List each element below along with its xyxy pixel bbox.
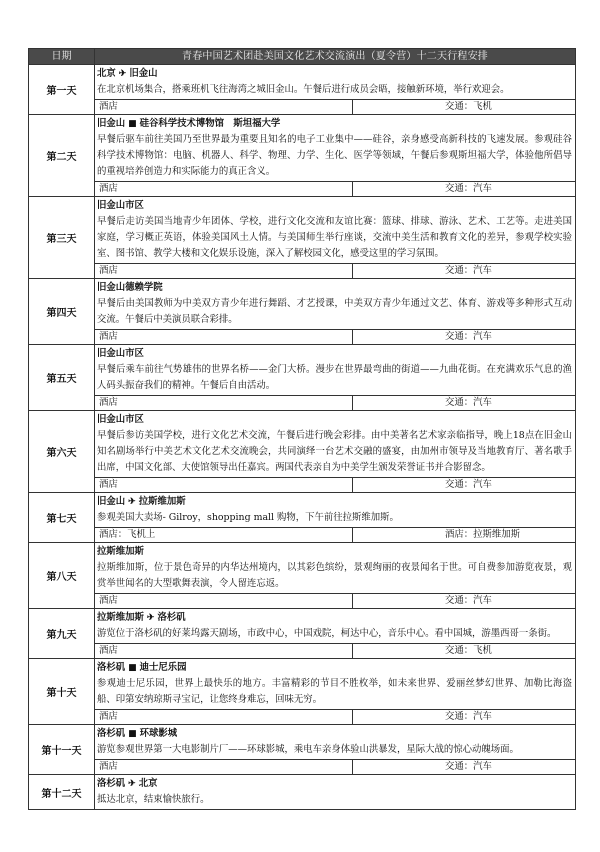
day-activity-cell bbox=[95, 411, 576, 478]
hotel-cell: 酒店 bbox=[95, 760, 353, 775]
route-place: 北京 bbox=[97, 68, 116, 79]
day-description: 参观美国大卖场- Gilroy，shopping mall 购物，下午前往拉斯维加斯。 bbox=[97, 512, 399, 523]
day-activity-cell bbox=[95, 493, 576, 528]
plane-icon: ✈ bbox=[118, 69, 127, 79]
day-label: 第四天 bbox=[29, 279, 95, 345]
day-row bbox=[29, 609, 576, 644]
plane-icon: ✈ bbox=[128, 779, 136, 789]
hotel-cell: 酒店 bbox=[95, 100, 353, 115]
route-place: 旧金山 bbox=[129, 68, 158, 79]
transport-cell: 交通：汽车 bbox=[353, 710, 576, 725]
day-description: 早餐后参访美国学校，进行文化艺术交流，午餐后进行晚会彩排。由中美著名艺术家亲临指导，晚上18点在旧金山知名剧场举行中美艺术文化艺术交流晚会，共同演绎一台艺术交融的盛宴，由加州市领导及当地教育厅、著名歌手出席，中国文化部、大使馆领导出任嘉宾。两国代表亲自为中美学生颁发荣誉证书并合影留念。 bbox=[97, 430, 572, 473]
day-logistics-row bbox=[29, 644, 576, 659]
route-place: 旧金山市区 bbox=[97, 200, 144, 211]
route-line bbox=[97, 544, 572, 560]
hotel-cell: 酒店 bbox=[95, 182, 353, 197]
day-description: 在北京机场集合，搭乘班机飞往海湾之城旧金山。午餐后进行成员会晤，接触新环境，举行欢迎会。 bbox=[97, 84, 510, 95]
day-label: 第一天 bbox=[29, 65, 95, 115]
day-label: 第六天 bbox=[29, 411, 95, 493]
route-line bbox=[97, 346, 572, 362]
route-line bbox=[97, 280, 572, 296]
hotel-cell: 酒店：飞机上 bbox=[95, 528, 353, 543]
day-logistics-row bbox=[29, 478, 576, 493]
itinerary-sheet bbox=[28, 48, 575, 810]
day-description: 早餐后驱车前往美国乃至世界最为重要且知名的电子工业集中——硅谷，亲身感受高新科技的飞速发展。参观硅谷科学技术博物馆：电脑、机器人、科学、物理、力学、生化、医学等领域，午餐后参观斯坦福大学，体验他所倡导的重视培养创造力和实际能力的真正含义。 bbox=[97, 134, 572, 177]
route-place: 旧金山 bbox=[97, 496, 126, 507]
hotel-cell: 酒店 bbox=[95, 594, 353, 609]
date-column-header: 日期 bbox=[29, 49, 95, 65]
route-place: 拉斯维加斯 bbox=[138, 496, 186, 507]
route-place: 环球影城 bbox=[139, 728, 178, 739]
route-line bbox=[97, 610, 572, 626]
day-row bbox=[29, 279, 576, 330]
day-logistics-row bbox=[29, 100, 576, 115]
route-place: 洛杉矶 bbox=[157, 612, 186, 623]
route-line bbox=[97, 726, 572, 742]
transport-cell: 交通：汽车 bbox=[353, 330, 576, 345]
day-row bbox=[29, 345, 576, 396]
route-line bbox=[97, 776, 572, 792]
route-place: 硅谷科学技术博物馆 斯坦福大学 bbox=[139, 118, 281, 129]
plane-icon: ✈ bbox=[146, 613, 155, 623]
transport-cell: 交通：飞机 bbox=[353, 100, 576, 115]
route-place: 拉斯维加斯 bbox=[97, 546, 144, 557]
transport-cell: 交通：汽车 bbox=[353, 760, 576, 775]
route-line bbox=[97, 198, 572, 214]
transport-cell: 交通：汽车 bbox=[353, 264, 576, 279]
day-description: 游览位于洛杉矶的好莱坞露天剧场，市政中心，中国戏院，柯达中心，音乐中心。看中国城，游墨西哥一条街。 bbox=[97, 628, 557, 639]
hotel-cell: 酒店 bbox=[95, 478, 353, 493]
route-line bbox=[97, 494, 572, 510]
day-description: 早餐后乘车前往气势雄伟的世界名桥——金门大桥。漫步在世界最弯曲的街道——九曲花街。在充满欢乐气息的渔人码头振奋我们的精神。午餐后自由活动。 bbox=[97, 364, 572, 391]
route-line bbox=[97, 116, 572, 132]
day-row bbox=[29, 775, 576, 810]
day-logistics-row bbox=[29, 594, 576, 609]
day-label: 第十二天 bbox=[29, 775, 95, 810]
route-place: 旧金山市区 bbox=[97, 348, 144, 359]
day-label: 第八天 bbox=[29, 543, 95, 609]
day-activity-cell bbox=[95, 775, 576, 810]
day-label: 第三天 bbox=[29, 197, 95, 279]
day-activity-cell bbox=[95, 279, 576, 330]
square-bullet-icon: ■ bbox=[128, 729, 137, 739]
day-logistics-row bbox=[29, 264, 576, 279]
square-bullet-icon: ■ bbox=[128, 119, 137, 129]
day-activity-cell bbox=[95, 725, 576, 760]
transport-cell: 交通：汽车 bbox=[353, 396, 576, 411]
day-label: 第十天 bbox=[29, 659, 95, 725]
route-place: 拉斯维加斯 bbox=[97, 612, 144, 623]
day-description: 早餐后由美国教师为中美双方青少年进行舞蹈、才艺授课，中美双方青少年通过文艺、体育、游戏等多种形式互动交流。午餐后中美演员联合彩排。 bbox=[97, 298, 572, 325]
day-activity-cell bbox=[95, 609, 576, 644]
route-place: 北京 bbox=[138, 778, 158, 789]
day-row bbox=[29, 65, 576, 100]
day-row bbox=[29, 659, 576, 710]
hotel-cell: 酒店 bbox=[95, 396, 353, 411]
day-row bbox=[29, 411, 576, 478]
day-activity-cell bbox=[95, 115, 576, 182]
itinerary-table bbox=[28, 48, 576, 810]
day-description: 抵达北京，结束愉快旅行。 bbox=[97, 794, 210, 805]
route-line bbox=[97, 412, 572, 428]
route-place: 洛杉矶 bbox=[97, 728, 126, 739]
day-activity-cell bbox=[95, 197, 576, 264]
plane-icon: ✈ bbox=[128, 497, 136, 507]
day-label: 第二天 bbox=[29, 115, 95, 197]
day-row bbox=[29, 493, 576, 528]
day-label: 第十一天 bbox=[29, 725, 95, 775]
day-label: 第七天 bbox=[29, 493, 95, 543]
day-logistics-row bbox=[29, 710, 576, 725]
hotel-cell: 酒店 bbox=[95, 264, 353, 279]
hotel-cell: 酒店 bbox=[95, 710, 353, 725]
day-description: 参观迪士尼乐园，世界上最快乐的地方。丰富精彩的节目不胜枚举，如未来世界、爱丽丝梦幻世界、加勒比海盗船、印第安纳琼斯寻宝记，让您终身难忘，回味无穷。 bbox=[97, 678, 572, 705]
route-place: 迪士尼乐园 bbox=[139, 662, 187, 673]
day-activity-cell bbox=[95, 659, 576, 710]
day-activity-cell bbox=[95, 543, 576, 594]
day-description: 拉斯维加斯，位于景色奇异的内华达州境内，以其彩色缤纷，景观绚丽的夜景闻名于世。可自费参加游览夜景，观赏举世闻名的大型歌舞表演，令人留连忘返。 bbox=[97, 562, 572, 589]
day-row bbox=[29, 725, 576, 760]
transport-cell: 交通：飞机 bbox=[353, 644, 576, 659]
day-activity-cell bbox=[95, 345, 576, 396]
transport-cell: 交通：汽车 bbox=[353, 182, 576, 197]
day-description: 游览参观世界第一大电影制片厂——环球影城，乘电车亲身体验山洪暴发，星际大战的惊心动魄场面。 bbox=[97, 744, 519, 755]
square-bullet-icon: ■ bbox=[128, 663, 137, 673]
hotel-cell: 酒店 bbox=[95, 330, 353, 345]
transport-cell: 酒店：拉斯维加斯 bbox=[353, 528, 576, 543]
day-row bbox=[29, 197, 576, 264]
route-place: 旧金山市区 bbox=[97, 414, 144, 425]
route-place: 洛杉矶 bbox=[97, 778, 126, 789]
day-logistics-row bbox=[29, 528, 576, 543]
day-logistics-row bbox=[29, 760, 576, 775]
day-row bbox=[29, 543, 576, 594]
day-description: 早餐后走访美国当地青少年团体、学校，进行文化交流和友谊比赛：篮球、排球、游泳、艺术、工艺等。走进美国家庭，学习概正英语，体验美国风土人情。与美国师生举行座谈，交流中美生活和教育文化的差异，参观学校实验室、图书馆、教学大楼和文化娱乐设施，深入了解校园文化，感受这里的学习氛围。 bbox=[97, 216, 572, 259]
day-logistics-row bbox=[29, 330, 576, 345]
day-label: 第五天 bbox=[29, 345, 95, 411]
hotel-cell: 酒店 bbox=[95, 644, 353, 659]
day-label: 第九天 bbox=[29, 609, 95, 659]
day-activity-cell bbox=[95, 65, 576, 100]
route-line bbox=[97, 66, 572, 82]
day-row bbox=[29, 115, 576, 182]
transport-cell: 交通：汽车 bbox=[353, 478, 576, 493]
transport-cell: 交通：汽车 bbox=[353, 594, 576, 609]
table-header-row bbox=[29, 49, 576, 65]
route-place: 旧金山德赖学院 bbox=[97, 282, 163, 293]
day-logistics-row bbox=[29, 182, 576, 197]
day-logistics-row bbox=[29, 396, 576, 411]
route-place: 旧金山 bbox=[97, 118, 126, 129]
route-line bbox=[97, 660, 572, 676]
itinerary-title: 青春中国艺术团赴美国文化艺术交流演出（夏令营）十二天行程安排 bbox=[95, 49, 576, 65]
route-place: 洛杉矶 bbox=[97, 662, 126, 673]
